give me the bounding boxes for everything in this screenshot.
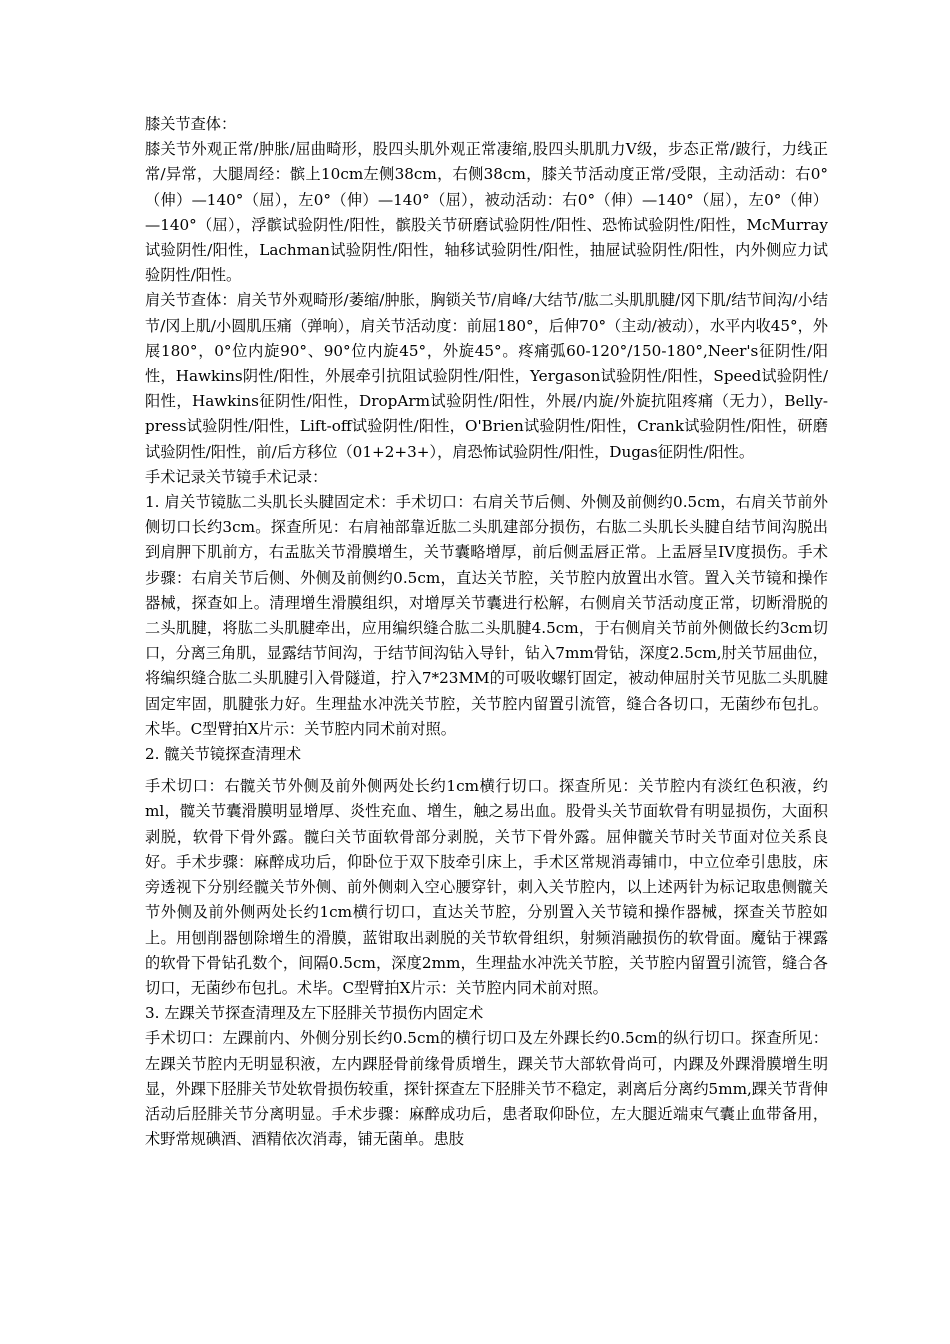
document-page: [145, 112, 828, 1152]
shoulder-exam-paragraph: 肩关节查体：肩关节外观畸形/萎缩/肿胀，胸锁关节/肩峰/大结节/肱二头肌肌腱/冈下肌/结节间沟/小结节/冈上肌/小圆肌压痛（弹响），肩关节活动度：前屈180°，后伸70°（主动/被动），水平内收45°，外展180°，0°位内旋90°、90°位内旋45°，外旋45°。疼痛弧60-120°/150-180°,Neer's征阴性/阳性，Hawkins阴性/阳性，外展牵引抗阻试验阴性/阳性，Yergason试验阴性/阳性，Speed试验阴性/阳性，Hawkins征阴性/阳性，DropArm试验阴性/阳性，外展/内旋/外旋抗阻疼痛（无力），Belly-press试验阴性/阳性，Lift-off试验阴性/阳性，O'Brien试验阴性/阳性，Crank试验阴性/阳性，研磨试验阴性/阳性，前/后方移位（01+2+3+），肩恐怖试验阴性/阳性，Dugas征阴性/阳性。: [145, 291, 828, 461]
hip-arthroscopy-heading: 2. 髋关节镜探查清理术: [145, 745, 302, 764]
knee-exam-body: 膝关节外观正常/肿胀/屈曲畸形，股四头肌外观正常凄缩,股四头肌肌力V级，步态正常/跛行，力线正常/异常，大腿周经：髌上10cm左侧38cm，右侧38cm，膝关节活动度正常/受限，主动活动：右0°（伸）—140°（屈），左0°（伸）—140°（屈），被动活动：右0°（伸）—140°（屈），左0°（伸）—140°（屈），浮髌试验阴性/阳性，髌股关节研磨试验阴性/阳性、恐怖试验阴性/阳性，McMurray试验阴性/阳性，Lachman试验阴性/阳性，轴移试验阴性/阳性，抽屉试验阴性/阳性，内外侧应力试验阴性/阳性。: [145, 140, 828, 285]
ankle-surgery-heading: 3. 左踝关节探查清理及左下胫腓关节损伤内固定术: [145, 1004, 484, 1023]
knee-exam-heading: 膝关节查体：: [145, 115, 237, 133]
shoulder-arthroscopy-record: 1. 肩关节镜肱二头肌长头腱固定术：手术切口：右肩关节后侧、外侧及前侧约0.5cm，右肩关节前外侧切口长约3cm。探查所见：右肩袖部靠近肱二头肌建部分损伤，右肱二头肌长头腱自结节间沟脱出到肩胛下肌前方，右盂肱关节滑膜增生，关节囊略增厚，前后侧盂唇正常。上盂唇呈IV度损伤。手术步骤：右肩关节后侧、外侧及前侧约0.5cm，直达关节腔，关节腔内放置出水管。置入关节镜和操作器械，探查如上。清理增生滑膜组织，对增厚关节囊进行松解，右侧肩关节活动度正常，切断滑脱的二头肌腱，将肱二头肌腱牵出，应用编织缝合肱二头肌腱4.5cm，于右侧肩关节前外侧做长约3cm切口，分离三角肌，显露结节间沟，于结节间沟钻入导针，钻入7mm骨钻，深度2.5cm,肘关节屈曲位，将编织缝合肱二头肌腱引入骨隧道，拧入7*23MM的可吸收螺钉固定，被动伸屈肘关节见肱二头肌腱固定牢固，肌腱张力好。生理盐水冲洗关节腔，关节腔内留置引流管，缝合各切口，无菌纱布包扎。术毕。C型臂拍X片示：关节腔内同术前对照。: [145, 493, 828, 738]
ankle-surgery-record: 手术切口：左踝前内、外侧分别长约0.5cm的横行切口及左外踝长约0.5cm的纵行切口。探查所见：左踝关节腔内无明显积液，左内踝胫骨前缘骨质增生，踝关节大部软骨尚可，内踝及外踝滑膜增生明显，外踝下胫腓关节处软骨损伤较重，探针探查左下胫腓关节不稳定，剥离后分离约5mm,踝关节背伸活动后胫腓关节分离明显。手术步骤：麻醉成功后，患者取仰卧位，左大腿近端束气囊止血带备用，术野常规碘酒、酒精依次消毒，铺无菌单。患肢: [145, 1029, 828, 1149]
hip-arthroscopy-record: 手术切口：右髋关节外侧及前外侧两处长约1cm横行切口。探查所见：关节腔内有淡红色积液，约ml，髋关节囊滑膜明显增厚、炎性充血、增生，触之易出血。股骨头关节面软骨有明显损伤，大面积剥脱，软骨下骨外露。髋臼关节面软骨部分剥脱，关节下骨外露。屈伸髋关节时关节面对位关系良好。手术步骤：麻醉成功后，仰卧位于双下肢牵引床上，手术区常规消毒铺巾，中立位牵引患肢，床旁透视下分别经髋关节外侧、前外侧刺入空心腰穿针，刺入关节腔内，以上述两针为标记取患侧髋关节外侧及前外侧两处长约1cm横行切口，直达关节腔，分别置入关节镜和操作器械，探查关节腔如上。用刨削器刨除增生的滑膜，蓝钳取出剥脱的关节软骨组织，射频消融损伤的软骨面。魔钻于裸露的软骨下骨钻孔数个，间隔0.5cm，深度2mm，生理盐水冲洗关节腔，关节腔内留置引流管，缝合各切口，无菌纱布包扎。术毕。C型臂拍X片示：关节腔内同术前对照。: [145, 777, 828, 997]
surgery-record-heading: 手术记录关节镜手术记录：: [145, 467, 328, 486]
